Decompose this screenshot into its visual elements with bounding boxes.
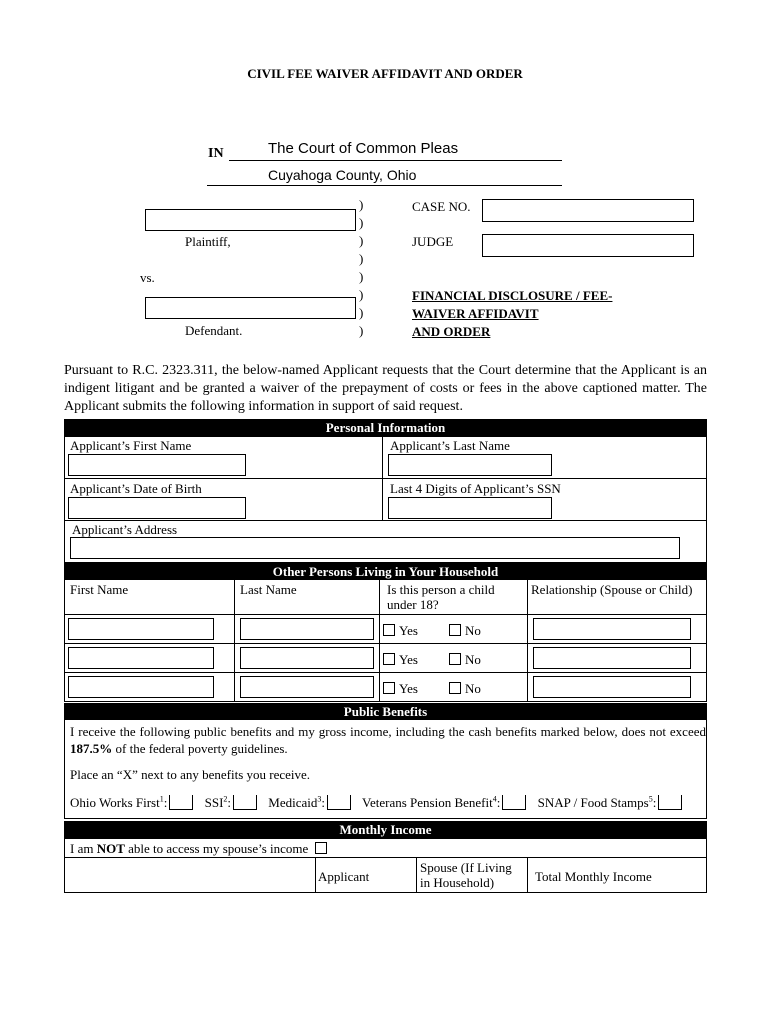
address-label: Applicant’s Address	[72, 522, 178, 537]
household-rel-input[interactable]	[533, 647, 691, 669]
household-first-input[interactable]	[68, 647, 214, 669]
benefits-list	[70, 792, 682, 810]
income-header: Monthly Income	[64, 821, 707, 838]
dob-input[interactable]	[68, 497, 246, 519]
household-last-input[interactable]	[240, 618, 374, 640]
benefit-medicaid: Medicaid$^3$:	[268, 795, 359, 810]
case-no-label: CASE NO.	[412, 199, 471, 214]
personal-info-header: Personal Information	[64, 419, 707, 436]
benefit-checkbox[interactable]	[169, 795, 193, 810]
ssn-label: Last 4 Digits of Applicant’s SSN	[390, 481, 561, 496]
address-input[interactable]	[70, 537, 680, 559]
benefit-veterans-pension: Veterans Pension Benefit$^4$:	[362, 795, 534, 810]
income-applicant-label: Applicant	[318, 869, 370, 884]
court-county[interactable]: Cuyahoga County, Ohio	[268, 167, 417, 183]
court-line-2-rule	[207, 185, 562, 186]
plaintiff-input[interactable]	[145, 209, 356, 231]
income-spouse-label: Spouse (If Living in Household)	[420, 860, 512, 890]
household-header: Other Persons Living in Your Household	[64, 563, 707, 580]
intro-paragraph: Pursuant to R.C. 2323.311, the below-named Applicant requests that the Court determine that the Applicant is an indigent litigant and be granted a waiver of the prepayment of costs or fees in the above captioned matter. The Applicant submits the following information in support of said request.	[64, 363, 707, 414]
household-last-input[interactable]	[240, 676, 374, 698]
benefits-statement: I receive the following public benefits and my gross income, including the cash benefits marked below, does not exceed 187.5% of the federal poverty guidelines.	[70, 724, 706, 756]
household-rel-input[interactable]	[533, 676, 691, 698]
spouse-access-option[interactable]: I am NOT able to access my spouse’s income	[70, 841, 331, 856]
ssn-input[interactable]	[388, 497, 552, 519]
defendant-label: Defendant.	[185, 323, 243, 338]
checkbox-icon[interactable]	[449, 653, 461, 665]
benefit-checkbox[interactable]	[658, 795, 682, 810]
checkbox-icon[interactable]	[449, 624, 461, 636]
child-yes-option[interactable]: Yes	[383, 681, 418, 696]
household-first-input[interactable]	[68, 676, 214, 698]
household-rel-input[interactable]	[533, 618, 691, 640]
case-no-input[interactable]	[482, 199, 694, 222]
child-no-option[interactable]: No	[449, 681, 481, 696]
last-name-input[interactable]	[388, 454, 552, 476]
checkbox-icon[interactable]	[383, 682, 395, 694]
vs-label: vs.	[140, 270, 155, 285]
household-child-label: Is this person a child under 18?	[387, 582, 495, 612]
checkbox-icon[interactable]	[315, 842, 327, 854]
benefit-ohio-works-first: Ohio Works First$^1$:	[70, 795, 201, 810]
child-no-option[interactable]: No	[449, 652, 481, 667]
first-name-input[interactable]	[68, 454, 246, 476]
income-col-label	[64, 857, 316, 893]
court-name[interactable]: The Court of Common Pleas	[268, 140, 459, 157]
disclosure-title: FINANCIAL DISCLOSURE / FEE- WAIVER AFFIDAVIT AND ORDER	[412, 288, 613, 339]
benefits-header: Public Benefits	[64, 703, 707, 720]
benefit-snap: SNAP / Food Stamps$^5$:	[538, 795, 683, 810]
in-label: IN	[208, 146, 224, 161]
dob-label: Applicant’s Date of Birth	[70, 481, 202, 496]
child-no-option[interactable]: No	[449, 623, 481, 638]
benefit-checkbox[interactable]	[233, 795, 257, 810]
checkbox-icon[interactable]	[383, 653, 395, 665]
benefit-checkbox[interactable]	[327, 795, 351, 810]
benefits-instruction: Place an “X” next to any benefits you receive.	[70, 767, 311, 782]
income-total-label: Total Monthly Income	[535, 869, 652, 884]
court-line-1-rule	[229, 160, 562, 161]
household-rel-label: Relationship (Spouse or Child)	[531, 582, 693, 597]
first-name-label: Applicant’s First Name	[70, 438, 192, 453]
judge-input[interactable]	[482, 234, 694, 257]
household-last-input[interactable]	[240, 647, 374, 669]
judge-label: JUDGE	[412, 234, 454, 249]
defendant-input[interactable]	[145, 297, 356, 319]
benefit-ssi: SSI$^2$:	[205, 795, 265, 810]
plaintiff-label: Plaintiff,	[185, 234, 231, 249]
checkbox-icon[interactable]	[449, 682, 461, 694]
benefit-checkbox[interactable]	[502, 795, 526, 810]
checkbox-icon[interactable]	[383, 624, 395, 636]
document-title: CIVIL FEE WAIVER AFFIDAVIT AND ORDER	[247, 66, 523, 81]
last-name-label: Applicant’s Last Name	[390, 438, 510, 453]
child-yes-option[interactable]: Yes	[383, 652, 418, 667]
household-first-input[interactable]	[68, 618, 214, 640]
household-first-label: First Name	[70, 582, 129, 597]
child-yes-option[interactable]: Yes	[383, 623, 418, 638]
household-last-label: Last Name	[240, 582, 297, 597]
